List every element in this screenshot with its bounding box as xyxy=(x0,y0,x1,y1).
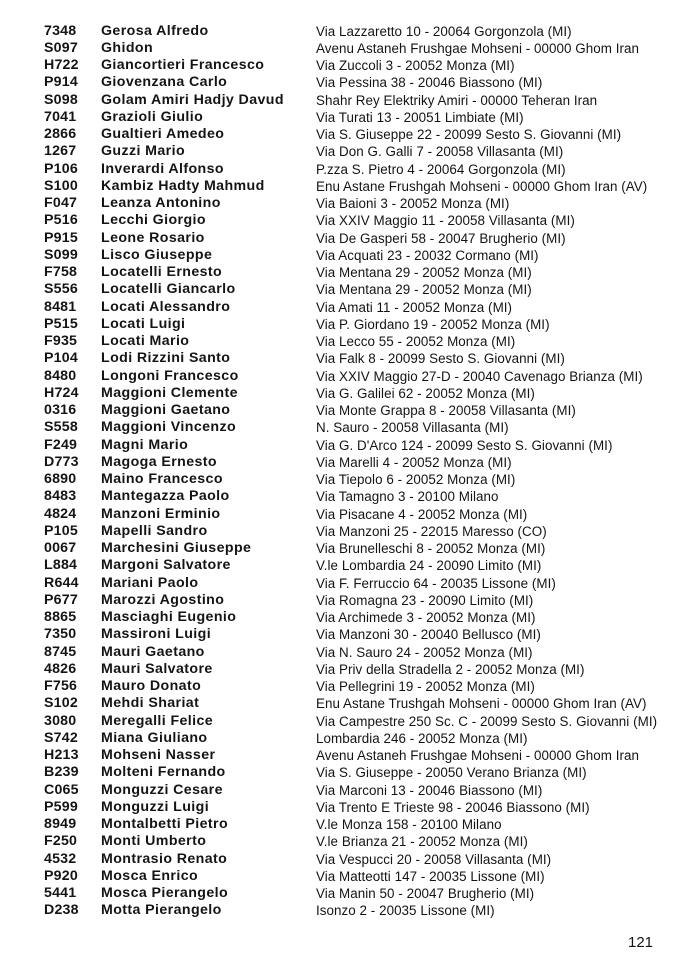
member-name: Montrasio Renato xyxy=(101,850,228,867)
directory-row xyxy=(0,57,700,74)
member-name: Mauri Salvatore xyxy=(101,660,213,677)
member-address: Via Brunelleschi 8 - 20052 Monza (MI) xyxy=(316,541,546,556)
member-address: Via Pessina 38 - 20046 Biassono (MI) xyxy=(316,75,543,91)
directory-row xyxy=(0,385,700,402)
member-address: Via N. Sauro 24 - 20052 Monza (MI) xyxy=(316,644,533,660)
member-address: P.zza S. Pietro 4 - 20064 Gorgonzola (MI) xyxy=(316,161,566,177)
directory-row xyxy=(0,74,700,91)
member-name: Mohseni Nasser xyxy=(101,747,216,763)
member-name: Molteni Fernando xyxy=(101,764,226,781)
member-name: Inverardi Alfonso xyxy=(101,160,224,177)
member-name: Magoga Ernesto xyxy=(101,453,217,470)
directory-row xyxy=(0,713,700,730)
member-code: P106 xyxy=(44,160,78,177)
member-code: R644 xyxy=(44,574,79,591)
member-code: 3080 xyxy=(44,712,77,729)
member-code: S558 xyxy=(44,419,78,436)
member-name: Marozzi Agostino xyxy=(101,591,225,608)
member-address: Via Mentana 29 - 20052 Monza (MI) xyxy=(316,265,532,280)
member-address: Lombardia 246 - 20052 Monza (MI) xyxy=(316,730,528,746)
member-name: Lisco Giuseppe xyxy=(101,246,213,263)
member-code: S742 xyxy=(44,729,78,746)
member-address: Via Zuccoli 3 - 20052 Monza (MI) xyxy=(316,58,515,73)
directory-row xyxy=(0,506,700,523)
member-address: Via Marconi 13 - 20046 Biassono (MI) xyxy=(316,782,543,798)
directory-row xyxy=(0,799,700,816)
directory-row xyxy=(0,678,700,695)
member-code: L884 xyxy=(44,557,78,574)
member-code: S099 xyxy=(44,246,78,263)
member-name: Guzzi Mario xyxy=(101,143,186,160)
member-name: Mapelli Sandro xyxy=(101,522,208,539)
directory-row xyxy=(0,143,700,160)
member-name: Locati Luigi xyxy=(101,315,186,332)
member-name: Locati Alessandro xyxy=(101,298,231,315)
directory-row xyxy=(0,851,700,868)
member-code: S556 xyxy=(44,281,78,298)
member-address: Via Lazzaretto 10 - 20064 Gorgonzola (MI) xyxy=(316,23,572,39)
member-address: Enu Astane Frushgah Mohseni - 00000 Ghom Iran (AV) xyxy=(316,178,648,194)
directory-row xyxy=(0,316,700,333)
member-code: 8483 xyxy=(44,488,77,505)
member-address: V.le Monza 158 - 20100 Milano xyxy=(316,817,502,832)
member-name: Mosca Enrico xyxy=(101,867,199,884)
member-name: Maggioni Gaetano xyxy=(101,402,231,418)
directory-row xyxy=(0,247,700,264)
member-address: Via Amati 11 - 20052 Monza (MI) xyxy=(316,299,513,315)
member-code: S102 xyxy=(44,695,78,712)
member-code: B239 xyxy=(44,764,79,781)
member-code: P105 xyxy=(44,522,78,539)
member-address: Via Don G. Galli 7 - 20058 Villasanta (MI) xyxy=(316,144,564,160)
member-name: Mauri Gaetano xyxy=(101,643,205,660)
member-address: Via De Gasperi 58 - 20047 Brugherio (MI) xyxy=(316,230,566,246)
member-address: Avenu Astaneh Frushgae Mohseni - 00000 Ghom Iran xyxy=(316,748,639,763)
directory-row xyxy=(0,557,700,574)
member-name: Longoni Francesco xyxy=(101,367,239,384)
directory-row xyxy=(0,661,700,678)
member-code: F047 xyxy=(44,195,78,211)
member-code: 7041 xyxy=(44,108,77,125)
member-code: C065 xyxy=(44,781,79,798)
directory-row xyxy=(0,833,700,850)
member-address: Via Manzoni 25 - 22015 Maresso (CO) xyxy=(316,523,547,539)
member-name: Maggioni Clemente xyxy=(101,384,238,401)
member-code: 4532 xyxy=(44,850,77,867)
member-address: Via Matteotti 147 - 20035 Lissone (MI) xyxy=(316,868,545,884)
directory-row xyxy=(0,402,700,419)
member-code: D238 xyxy=(44,902,79,919)
member-code: H213 xyxy=(44,747,79,763)
directory-row xyxy=(0,195,700,212)
directory-row xyxy=(0,816,700,833)
member-name: Monti Umberto xyxy=(101,833,207,850)
member-code: P914 xyxy=(44,74,78,91)
member-address: Via Trento E Trieste 98 - 20046 Biassono (MI) xyxy=(316,799,590,815)
directory-row xyxy=(0,264,700,281)
member-address: Via Tamagno 3 - 20100 Milano xyxy=(316,489,499,505)
directory-row xyxy=(0,161,700,178)
member-code: F756 xyxy=(44,678,78,694)
member-code: 8745 xyxy=(44,643,77,660)
directory-row xyxy=(0,40,700,57)
member-address: Via Archimede 3 - 20052 Monza (MI) xyxy=(316,610,536,625)
member-code: H722 xyxy=(44,57,79,73)
member-code: 8480 xyxy=(44,367,77,384)
member-address: Via Manin 50 - 20047 Brugherio (MI) xyxy=(316,886,535,901)
member-code: F935 xyxy=(44,333,78,349)
directory-row xyxy=(0,281,700,298)
directory-row xyxy=(0,592,700,609)
directory-row xyxy=(0,747,700,764)
directory-row xyxy=(0,644,700,661)
member-name: Locati Mario xyxy=(101,333,190,349)
member-address: Shahr Rey Elektriky Amiri - 00000 Teheran Iran xyxy=(316,92,598,108)
directory-row xyxy=(0,730,700,747)
member-name: Mauro Donato xyxy=(101,678,202,694)
member-name: Monguzzi Cesare xyxy=(101,781,223,798)
member-name: Maino Francesco xyxy=(101,471,223,487)
member-address: Via Pisacane 4 - 20052 Monza (MI) xyxy=(316,506,528,522)
member-address: Via Marelli 4 - 20052 Monza (MI) xyxy=(316,454,512,470)
member-name: Monguzzi Luigi xyxy=(101,798,210,815)
member-code: 8481 xyxy=(44,298,77,315)
directory-row xyxy=(0,109,700,126)
member-code: 6890 xyxy=(44,471,77,487)
page-number: 121 xyxy=(628,934,654,951)
member-code: 0067 xyxy=(44,540,77,556)
member-code: D773 xyxy=(44,453,79,470)
member-name: Mosca Pierangelo xyxy=(101,885,229,901)
directory-row xyxy=(0,178,700,195)
member-address: Via Vespucci 20 - 20058 Villasanta (MI) xyxy=(316,851,552,867)
member-code: H724 xyxy=(44,384,79,401)
member-address: Via Priv della Stradella 2 - 20052 Monza (MI) xyxy=(316,661,585,677)
member-name: Giancortieri Francesco xyxy=(101,57,265,73)
member-name: Motta Pierangelo xyxy=(101,902,222,919)
member-code: P104 xyxy=(44,350,78,367)
member-name: Manzoni Erminio xyxy=(101,505,221,522)
member-address: Via Romagna 23 - 20090 Limito (MI) xyxy=(316,592,534,608)
directory-row xyxy=(0,230,700,247)
member-code: P515 xyxy=(44,315,78,332)
member-address: Via XXIV Maggio 27-D - 20040 Cavenago Brianza (MI) xyxy=(316,368,643,384)
directory-row xyxy=(0,523,700,540)
member-name: Lecchi Giorgio xyxy=(101,212,206,229)
member-code: S097 xyxy=(44,39,78,56)
member-code: 7350 xyxy=(44,626,77,643)
directory-row xyxy=(0,626,700,643)
directory-row xyxy=(0,782,700,799)
member-code: 4826 xyxy=(44,660,77,677)
member-address: Via Manzoni 30 - 20040 Bellusco (MI) xyxy=(316,627,541,643)
member-code: F250 xyxy=(44,833,78,850)
member-address: Via S. Giuseppe 22 - 20099 Sesto S. Giovanni (MI) xyxy=(316,127,622,142)
member-code: 4824 xyxy=(44,505,77,522)
directory-row xyxy=(0,212,700,229)
member-address: Via Falk 8 - 20099 Sesto S. Giovanni (MI) xyxy=(316,351,565,367)
directory-row xyxy=(0,299,700,316)
member-name: Kambiz Hadty Mahmud xyxy=(101,177,265,194)
member-address: Isonzo 2 - 20035 Lissone (MI) xyxy=(316,903,495,919)
member-code: 7348 xyxy=(44,22,77,39)
directory-row xyxy=(0,350,700,367)
member-name: Magni Mario xyxy=(101,436,189,453)
member-code: P920 xyxy=(44,867,78,884)
member-address: Via XXIV Maggio 11 - 20058 Villasanta (MI) xyxy=(316,213,575,229)
member-name: Maggioni Vincenzo xyxy=(101,419,237,436)
directory-row xyxy=(0,454,700,471)
member-name: Grazioli Giulio xyxy=(101,108,204,125)
member-code: F249 xyxy=(44,436,78,453)
member-name: Marchesini Giuseppe xyxy=(101,540,252,556)
member-address: Via G. D'Arco 124 - 20099 Sesto S. Giovanni (MI) xyxy=(316,437,613,453)
member-name: Ghidon xyxy=(101,39,154,56)
directory-row xyxy=(0,488,700,505)
directory-row xyxy=(0,902,700,919)
directory-row xyxy=(0,575,700,592)
member-name: Margoni Salvatore xyxy=(101,557,231,574)
member-address: Via P. Giordano 19 - 20052 Monza (MI) xyxy=(316,316,550,332)
directory-row xyxy=(0,695,700,712)
member-name: Montalbetti Pietro xyxy=(101,816,229,832)
directory-row xyxy=(0,885,700,902)
member-name: Gualtieri Amedeo xyxy=(101,126,225,142)
directory-row xyxy=(0,368,700,385)
directory-row xyxy=(0,333,700,350)
member-address: Via Acquati 23 - 20032 Cormano (MI) xyxy=(316,247,539,263)
member-address: Via Mentana 29 - 20052 Monza (MI) xyxy=(316,282,532,298)
member-name: Leone Rosario xyxy=(101,229,205,246)
member-address: Via Baioni 3 - 20052 Monza (MI) xyxy=(316,196,510,211)
directory-row xyxy=(0,764,700,781)
member-name: Giovenzana Carlo xyxy=(101,74,228,91)
member-code: P599 xyxy=(44,798,78,815)
member-name: Lodi Rizzini Santo xyxy=(101,350,231,367)
member-address: N. Sauro - 20058 Villasanta (MI) xyxy=(316,420,509,436)
member-name: Miana Giuliano xyxy=(101,729,208,746)
member-name: Mantegazza Paolo xyxy=(101,488,230,505)
member-name: Meregalli Felice xyxy=(101,712,214,729)
member-address: Via Campestre 250 Sc. C - 20099 Sesto S. Giovanni (MI) xyxy=(316,713,658,729)
member-name: Locatelli Ernesto xyxy=(101,264,223,280)
directory-row xyxy=(0,868,700,885)
member-address: V.le Lombardia 24 - 20090 Limito (MI) xyxy=(316,558,542,574)
member-code: S098 xyxy=(44,91,78,108)
member-address: Via S. Giuseppe - 20050 Verano Brianza (MI) xyxy=(316,765,587,781)
member-address: Via Lecco 55 - 20052 Monza (MI) xyxy=(316,334,516,349)
member-name: Masciaghi Eugenio xyxy=(101,609,237,625)
member-code: F758 xyxy=(44,264,78,280)
member-address: Via Pellegrini 19 - 20052 Monza (MI) xyxy=(316,679,535,694)
directory-row xyxy=(0,609,700,626)
member-code: 5441 xyxy=(44,885,77,901)
member-name: Leanza Antonino xyxy=(101,195,221,211)
member-name: Gerosa Alfredo xyxy=(101,22,209,39)
member-address: Enu Astane Trushgah Mohseni - 00000 Ghom Iran (AV) xyxy=(316,696,647,712)
member-name: Mariani Paolo xyxy=(101,574,199,591)
member-code: 8865 xyxy=(44,609,77,625)
member-code: 0316 xyxy=(44,402,77,418)
member-code: 2866 xyxy=(44,126,77,142)
directory-row xyxy=(0,23,700,40)
directory-row xyxy=(0,471,700,488)
member-address: Via G. Galilei 62 - 20052 Monza (MI) xyxy=(316,385,535,401)
directory-row xyxy=(0,419,700,436)
directory-row xyxy=(0,92,700,109)
member-name: Mehdi Shariat xyxy=(101,695,200,712)
directory-row xyxy=(0,437,700,454)
member-address: Avenu Astaneh Frushgae Mohseni - 00000 Ghom Iran xyxy=(316,40,639,56)
member-address: Via Tiepolo 6 - 20052 Monza (MI) xyxy=(316,472,516,487)
directory-row xyxy=(0,540,700,557)
member-name: Massironi Luigi xyxy=(101,626,212,643)
member-code: P516 xyxy=(44,212,78,229)
member-address: Via Monte Grappa 8 - 20058 Villasanta (MI) xyxy=(316,403,576,418)
member-code: P677 xyxy=(44,591,78,608)
member-code: P915 xyxy=(44,229,78,246)
member-code: 8949 xyxy=(44,816,77,832)
member-code: 1267 xyxy=(44,143,77,160)
directory-row xyxy=(0,126,700,143)
member-code: S100 xyxy=(44,177,78,194)
member-address: Via Turati 13 - 20051 Limbiate (MI) xyxy=(316,109,524,125)
member-address: V.le Brianza 21 - 20052 Monza (MI) xyxy=(316,834,528,850)
member-address: Via F. Ferruccio 64 - 20035 Lissone (MI) xyxy=(316,575,556,591)
member-name: Golam Amiri Hadjy Davud xyxy=(101,91,284,108)
member-name: Locatelli Giancarlo xyxy=(101,281,236,298)
